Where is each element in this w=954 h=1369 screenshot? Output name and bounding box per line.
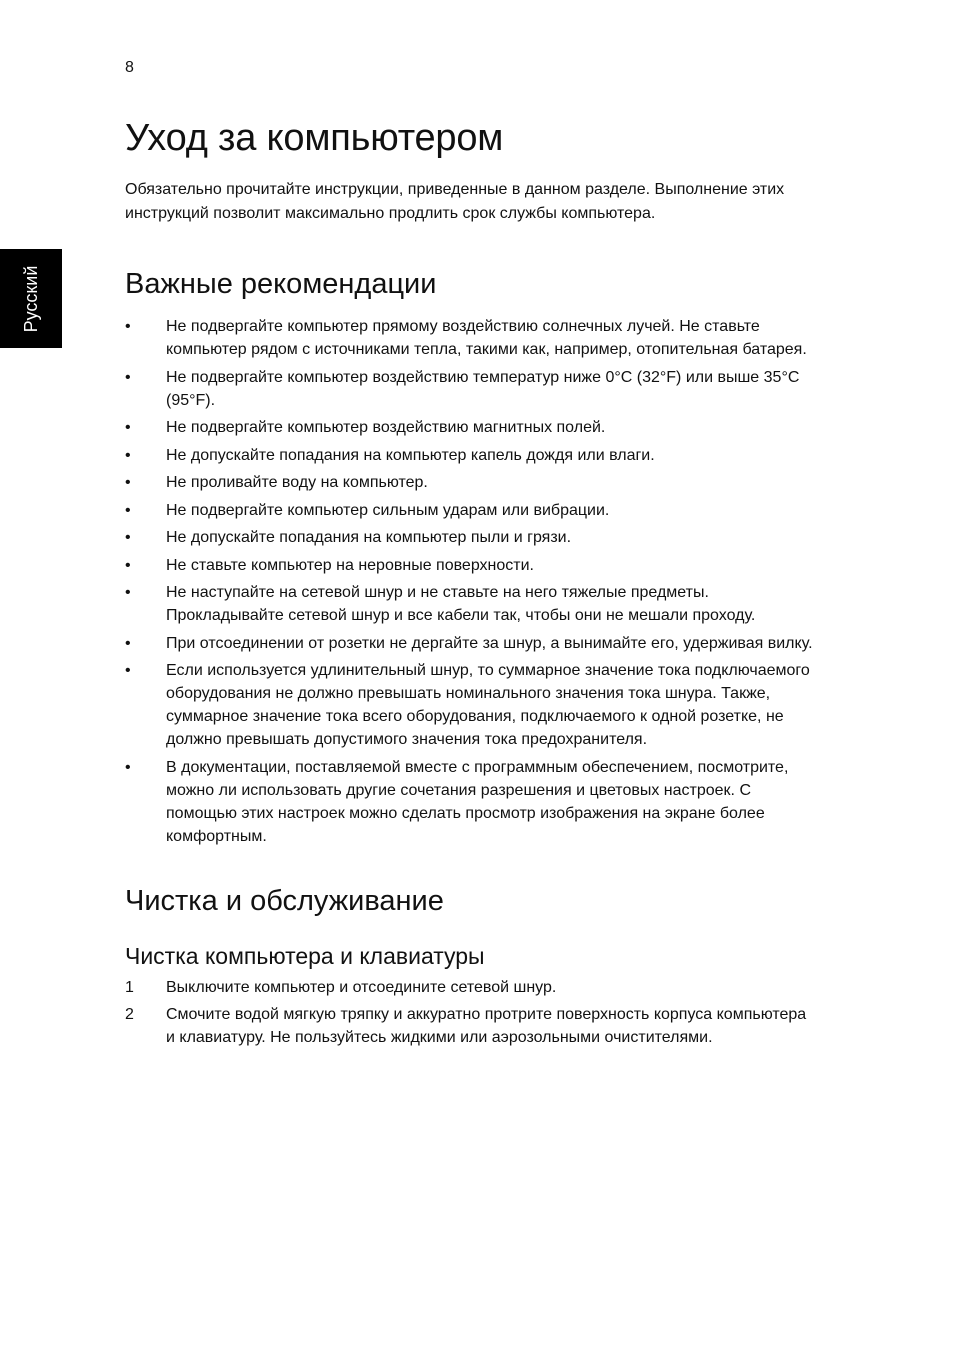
recommendation-text: Не подвергайте компьютер сильным ударам или вибрации. <box>166 501 610 519</box>
recommendation-item <box>125 659 815 751</box>
bullet-marker: • <box>125 758 131 776</box>
page-content <box>125 112 815 1054</box>
recommendation-text: В документации, поставляемой вместе с программным обеспечением, посмотрите, можно ли использовать другие сочетания разрешения и цветовых настроек. С помощью этих настроек можно сделать просмотр изображения на экране более комфортным. <box>166 758 789 845</box>
recommendation-item <box>125 471 815 494</box>
bullet-marker: • <box>125 474 131 491</box>
recommendation-item <box>125 554 815 577</box>
cleaning-subheading: Чистка компьютера и клавиатуры <box>125 942 485 969</box>
bullet-marker: • <box>125 584 131 601</box>
bullet-marker: • <box>125 419 131 436</box>
intro-paragraph: Обязательно прочитайте инструкции, приведенные в данном разделе. Выполнение этих инструкций позволит максимально продлить срок службы компьютера. <box>125 181 785 222</box>
recommendation-item <box>125 526 815 549</box>
recommendation-item <box>125 499 815 522</box>
recommendation-text: Не ставьте компьютер на неровные поверхности. <box>166 556 534 574</box>
recommendation-item <box>125 581 815 627</box>
bullet-marker: • <box>125 368 131 386</box>
bullet-marker: • <box>125 446 131 464</box>
recommendation-text: Не наступайте на сетевой шнур и не ставьте на него тяжелые предметы. Прокладывайте сетевой шнур и все кабели так, чтобы они не мешали проходу. <box>166 584 756 624</box>
cleaning-steps-list <box>125 976 815 1050</box>
recommendation-text: Не подвергайте компьютер прямому воздействию солнечных лучей. Не ставьте компьютер рядом с источниками тепла, такими как, например, отопительная батарея. <box>166 318 807 358</box>
bullet-marker: • <box>125 318 131 335</box>
step-number: 2 <box>125 1006 134 1023</box>
bullet-marker: • <box>125 556 131 574</box>
step-text: Выключите компьютер и отсоедините сетевой шнур. <box>166 978 557 996</box>
recommendation-text: Не допускайте попадания на компьютер капель дождя или влаги. <box>166 446 655 464</box>
bullet-marker: • <box>125 529 131 546</box>
page-title: Уход за компьютером <box>125 117 504 159</box>
step-text: Смочите водой мягкую тряпку и аккуратно протрите поверхность корпуса компьютера и клавиатуру. Не пользуйтесь жидкими или аэрозольными очистителями. <box>166 1006 807 1046</box>
recommendation-item <box>125 366 815 412</box>
language-side-tab <box>0 249 62 348</box>
recommendation-text: Если используется удлинительный шнур, то суммарное значение тока подключаемого оборудования не должно превышать номинального значения тока шнура. Также, суммарное значение тока всего оборудования, подключаемого к одной розетке, не должно превышать допустимого значения тока предохранителя. <box>166 662 810 748</box>
recommendation-text: Не допускайте попадания на компьютер пыли и грязи. <box>166 529 572 546</box>
recommendation-text: Не подвергайте компьютер воздействию магнитных полей. <box>166 419 606 436</box>
recommendations-heading: Важные рекомендации <box>125 268 437 300</box>
step-number: 1 <box>125 978 134 996</box>
page-number: 8 <box>125 59 134 76</box>
recommendations-list <box>125 315 815 848</box>
cleaning-step <box>125 976 815 999</box>
recommendation-text: Не подвергайте компьютер воздействию температур ниже 0°C (32°F) или выше 35°C (95°F). <box>166 368 800 409</box>
bullet-marker: • <box>125 662 131 679</box>
bullet-marker: • <box>125 634 131 652</box>
recommendation-item <box>125 756 815 848</box>
language-side-tab-label: Русский <box>21 265 41 332</box>
recommendation-item <box>125 416 815 439</box>
recommendation-text: Не проливайте воду на компьютер. <box>166 474 428 491</box>
bullet-marker: • <box>125 501 131 519</box>
cleaning-heading: Чистка и обслуживание <box>125 884 444 917</box>
recommendation-text: При отсоединении от розетки не дергайте за шнур, а вынимайте его, удерживая вилку. <box>166 634 813 652</box>
recommendation-item <box>125 632 815 655</box>
recommendation-item <box>125 444 815 467</box>
recommendation-item <box>125 315 815 361</box>
cleaning-step <box>125 1003 815 1049</box>
